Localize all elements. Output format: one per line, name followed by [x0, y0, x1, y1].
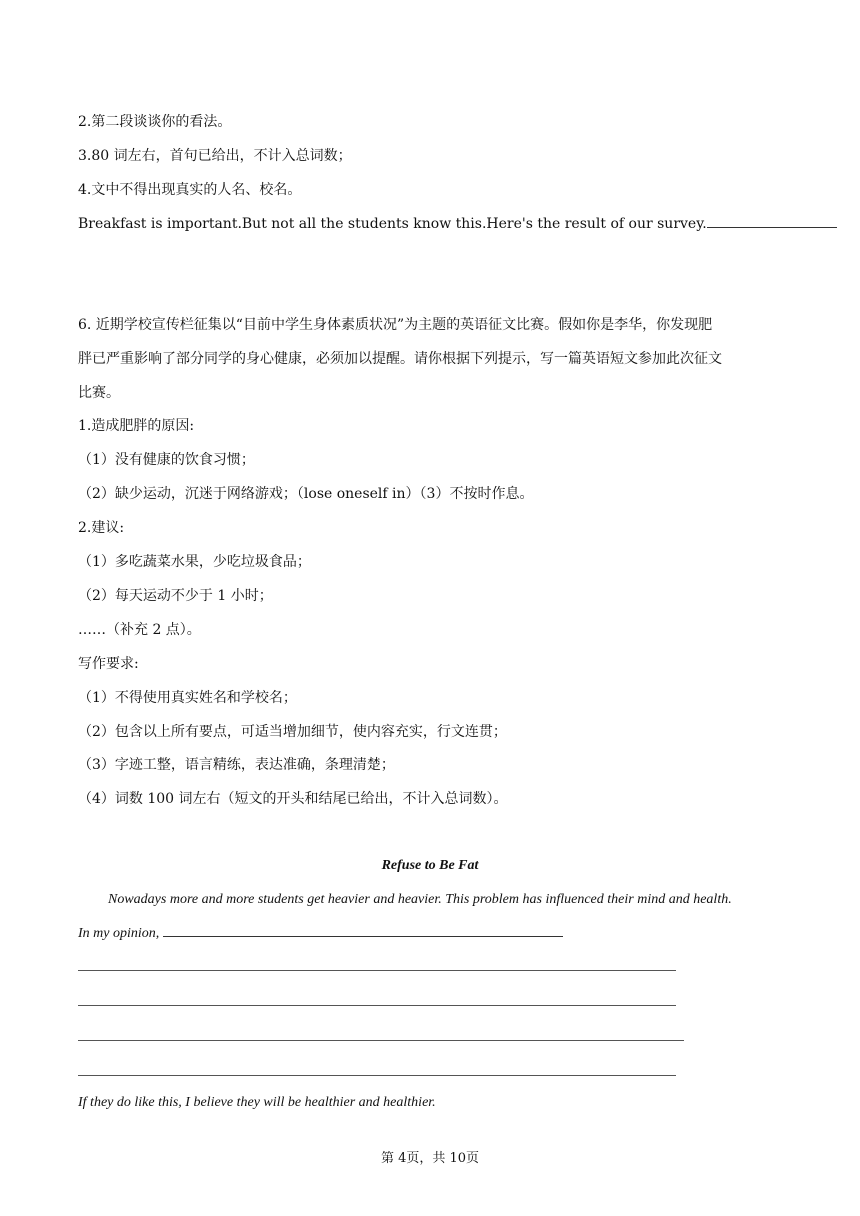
task5-requirement-4: 4.文中不得出现真实的人名、校名。 — [78, 182, 302, 198]
writing-requirements-heading: 写作要求: — [78, 656, 139, 672]
answer-line — [78, 970, 676, 971]
writing-requirement-2: （2）包含以上所有要点，可适当增加细节，使内容充实，行文连贯； — [78, 724, 507, 740]
answer-blank — [163, 924, 563, 937]
task6-prompt-line-2: 胖已严重影响了部分同学的身心健康，必须加以提醒。请你根据下列提示，写一篇英语短文参加此次征文 — [78, 351, 722, 367]
essay-title: Refuse to Be Fat — [381, 858, 479, 873]
task5-requirement-2: 2.第二段谈谈你的看法。 — [78, 114, 232, 130]
advice-more: ……（补充 2 点）。 — [78, 622, 201, 638]
causes-heading: 1.造成肥胖的原因: — [78, 418, 195, 434]
answer-line — [78, 1040, 684, 1041]
task5-opening-sentence — [78, 214, 837, 234]
answer-line — [78, 1005, 676, 1006]
advice-heading: 2.建议: — [78, 520, 125, 536]
task6-prompt-line-1: 6. 近期学校宣传栏征集以“目前中学生身体素质状况”为主题的英语征文比赛。假如你是李华，你发现肥 — [78, 317, 713, 333]
task5-opening-text: Breakfast is important.But not all the students know this.Here's the result of our survey. — [78, 216, 707, 232]
essay-in-my-opinion-line — [78, 924, 563, 944]
task6-prompt-line-3: 比赛。 — [78, 385, 120, 401]
essay-in-my-opinion: In my opinion, — [78, 926, 160, 941]
essay-opening: Nowadays more and more students get heavier and heavier. This problem has influenced their mind and health. — [108, 892, 732, 907]
advice-1: （1）多吃蔬菜水果，少吃垃圾食品； — [78, 554, 311, 570]
writing-requirement-4: （4）词数 100 词左右（短文的开头和结尾已给出，不计入总词数）。 — [78, 791, 508, 807]
page-number: 第 4页，共 10页 — [380, 1151, 480, 1166]
answer-line — [78, 1075, 676, 1076]
advice-2: （2）每天运动不少于 1 小时； — [78, 588, 273, 604]
writing-requirement-1: （1）不得使用真实姓名和学校名； — [78, 690, 297, 706]
cause-2: （2）缺少运动，沉迷于网络游戏；（lose oneself in）（3）不按时作息。 — [78, 486, 534, 502]
task5-requirement-3: 3.80 词左右，首句已给出，不计入总词数； — [78, 148, 352, 164]
cause-1: （1）没有健康的饮食习惯； — [78, 452, 255, 468]
writing-requirement-3: （3）字迹工整，语言精练，表达准确，条理清楚； — [78, 757, 395, 773]
essay-closing: If they do like this, I believe they will be healthier and healthier. — [78, 1095, 436, 1110]
answer-blank — [707, 215, 837, 228]
